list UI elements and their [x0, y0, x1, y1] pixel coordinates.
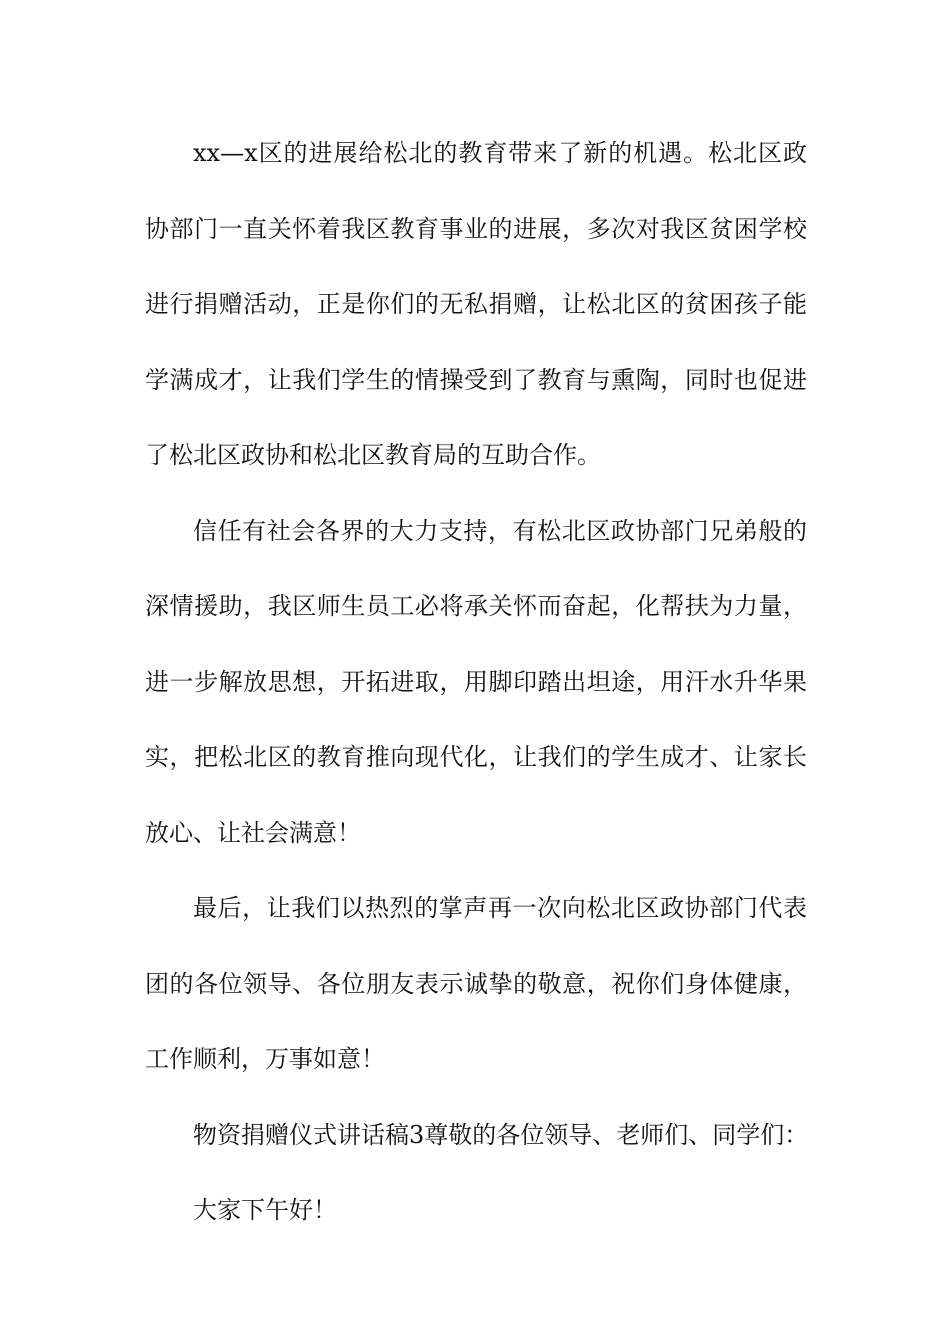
paragraph-line: 实，把松北区的教育推向现代化，让我们的学生成才、让家长 [145, 743, 807, 771]
paragraph-2 [145, 509, 807, 856]
paragraph-3 [145, 886, 807, 1082]
paragraph-line: 物资捐赠仪式讲话稿3尊敬的各位领导、老师们、同学们： [193, 1120, 809, 1149]
document-body [145, 131, 807, 1264]
paragraph-line: 放心、让社会满意！ [145, 818, 361, 847]
paragraph-line: 协部门一直关怀着我区教育事业的进展，多次对我区贫困学校 [145, 214, 807, 243]
paragraph-line: xx—x区的进展给松北的教育带来了新的机遇。松北区政 [193, 139, 807, 167]
paragraph-line: 最后，让我们以热烈的掌声再一次向松北区政协部门代表 [193, 894, 807, 922]
paragraph-4 [145, 1113, 807, 1158]
paragraph-line: 进一步解放思想，开拓进取，用脚印踏出坦途，用汗水升华果 [145, 667, 807, 696]
paragraph-line: 团的各位领导、各位朋友表示诚挚的敬意，祝你们身体健康， [145, 969, 807, 998]
paragraph-line: 大家下午好！ [193, 1196, 337, 1224]
paragraph-line: 学满成才，让我们学生的情操受到了教育与熏陶，同时也促进 [145, 365, 807, 394]
paragraph-1 [145, 131, 807, 478]
paragraph-line: 进行捐赠活动，正是你们的无私捐赠，让松北区的贫困孩子能 [145, 290, 807, 318]
paragraph-line: 工作顺利，万事如意！ [145, 1045, 385, 1073]
paragraph-5 [145, 1188, 807, 1233]
paragraph-line: 深情援助，我区师生员工必将承关怀而奋起，化帮扶为力量， [145, 592, 807, 620]
paragraph-line: 了松北区政协和松北区教育局的互助合作。 [145, 441, 601, 469]
paragraph-line: 信任有社会各界的大力支持，有松北区政协部门兄弟般的 [193, 516, 807, 545]
